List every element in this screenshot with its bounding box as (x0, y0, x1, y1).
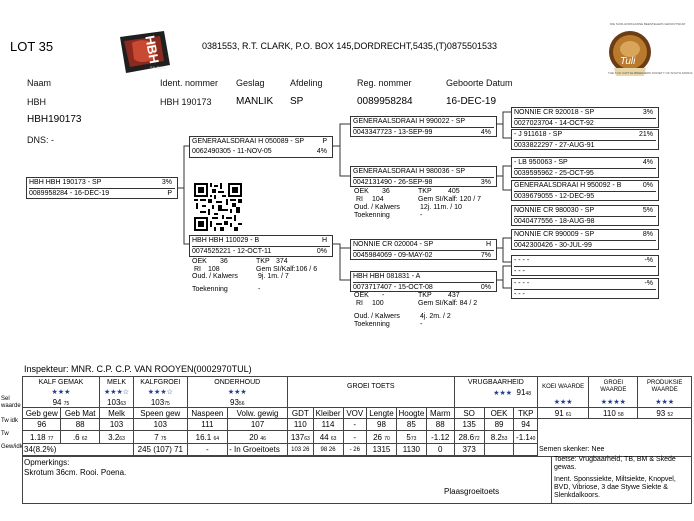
pedigree-dam-sire: NONNIE CR 020004 - SP H 0045984069 - 09-MAY-02 7% (350, 239, 497, 260)
grp-kalf-gemak: KALF GEMAK (23, 377, 100, 388)
col-naspeen: Naspeen (187, 408, 228, 419)
evaluation-table (22, 376, 692, 456)
animal-full-name: HBH190173 (27, 114, 82, 125)
val-reg: 0089958284 (357, 96, 413, 107)
val-produksie: 93 52 (638, 408, 692, 419)
remarks-text: Skrotum 36cm. Rooi. Poena. (24, 468, 127, 477)
col-so: SO (454, 408, 484, 419)
pedigree-sire-dam: GENERAALSDRAAI H 980036 - SP 0042131490 - 26-SEP-98 3% (350, 166, 497, 187)
toetse: Toetse: Vrugbaarheid, TB, BM & Skede gewas. (554, 456, 676, 471)
val-kalfgroei: 10375 (134, 397, 187, 408)
stars-groei: ★★★★ (589, 397, 638, 408)
col-gdt: GDT (287, 408, 313, 419)
grp-vrugbaarheid: VRUGBAARHEID (454, 377, 537, 388)
vrug-value: ★★★ 9148 (454, 387, 537, 397)
col-melk: Melk (99, 408, 133, 419)
col-marm: Marm (426, 408, 454, 419)
col-kleiber: Kleiber (313, 408, 343, 419)
col-oek: OEK (484, 408, 514, 419)
dam-dam-performance: OEK - TKP 437 RI 100 Gem SI/Kalf: 84 / 2 Oud. / Kalwers 4j. 2m. / 2 Toekenning - (354, 292, 478, 328)
row-label-idk: Tw idk (1, 418, 19, 424)
pedigree-dam: HBH HBH 110029 - B H 0074525221 - 12-OCT-11 0% (189, 235, 333, 257)
grp-produksie: PRODUKSIE WAARDE (638, 377, 692, 398)
remarks-label: Opmerkings: (24, 458, 70, 467)
tuli-logo: DIE SUID-AFRIKAANSE BEESTELERS GENOOTSKAP Tuli THE TULI CATTLE BREEDERS SOCIETY OF SOUTH AFRICA (608, 22, 693, 75)
idk-row: 96 88 103 103 111 107 110 114 - 98 85 88 135 89 94 (23, 419, 692, 431)
pedigree-g4-6: NONNIE CR 990009 - SP 8% 0042300426 - 30-JUL-99 (511, 229, 659, 250)
row-label-tw: Tw (1, 431, 9, 437)
col-speen-gew: Speen gew (134, 408, 187, 419)
col-lengte: Lengte (367, 408, 397, 419)
pedigree-g4-4: GENERAALSDRAAI H 950092 - B 0% 0039679055 - 12-DEC-95 (511, 180, 659, 201)
pedigree-g4-5: NONNIE CR 980030 - SP 5% 0040477556 - 18-AUG-98 (511, 205, 659, 226)
column-headers (23, 408, 692, 419)
val-birth: 16-DEC-19 (446, 96, 497, 107)
pedigree-dam-dam: HBH HBH 081831 - A 0073717407 - 15-OCT-08 0% (350, 271, 497, 292)
col-volw-gewig: Volw. gewig (228, 408, 288, 419)
pedigree-g4-7: - - - - -% - - - (511, 255, 659, 276)
row-label-gewidk: Gew/idk (1, 444, 23, 450)
inspector: Inspekteur: MNR. C.P. C.P. VAN ROOYEN(0002970TUL) (24, 364, 252, 374)
val-onderhoud: 9356 (187, 397, 287, 408)
col-geb-mat: Geb Mat (61, 408, 99, 419)
hdr-ident: Ident. nommer (160, 78, 219, 88)
val-ident: HBH 190173 (160, 97, 212, 107)
semen-skenker: Semen skenker: Nee (537, 444, 691, 456)
row-label-sel: Sel waarde (1, 396, 21, 409)
hdr-section: Afdeling (290, 78, 323, 88)
owner-line: 0381553, R.T. CLARK, P.O. BOX 145,DORDRECHT,5435,(T)0875501533 (202, 41, 497, 51)
hdr-sex: Geslag (236, 78, 265, 88)
stars-onderhoud: ★★★ (187, 387, 287, 397)
pedigree-g4-1: NONNIE CR 920018 - SP 3% 0027023704 - 14-OCT-92 (511, 107, 659, 128)
grp-kalfgroei: KALFGROEI (134, 377, 187, 388)
col-vov: VOV (343, 408, 367, 419)
sire-dam-performance: OEK 36 TKP 405 RI 104 Gem SI/Kalf: 120 / 7 Oud. / Kalwers 12j. 11m. / 10 Toekenning - (354, 188, 482, 219)
val-melk: 10363 (99, 397, 133, 408)
col-hoogte: Hoogte (396, 408, 426, 419)
val-sex: MANLIK (236, 96, 274, 107)
grp-groei: GROEI WAARDE (589, 377, 638, 398)
pedigree-g4-2: - J 911618 - SP 21% 0033822297 - 27-AUG-91 (511, 129, 659, 150)
val-section: SP (290, 96, 304, 107)
hdr-name: Naam (27, 78, 52, 88)
grp-groei-toets: GROEI TOETS (287, 377, 454, 408)
pedigree-g4-3: - LB 950063 - SP 4% 0039595962 - 25-OCT-95 (511, 157, 659, 178)
col-geb-gew: Geb gew (23, 408, 61, 419)
grp-melk: MELK (99, 377, 133, 388)
qr-code-icon (194, 183, 242, 231)
plaasgroeitoets: Plaasgroeitoets (444, 487, 500, 496)
hdr-reg: Reg. nommer (357, 78, 412, 88)
stars-melk: ★★★☆ (99, 387, 133, 397)
pedigree-g4-8: - - - - -% - - - (511, 278, 659, 299)
val-name: HBH (27, 97, 47, 107)
stars-koei: ★★★ (537, 397, 588, 408)
pedigree-sire: GENERAALSDRAAI H 050089 - SP P 0062490305 - 11-NOV-05 4% (189, 136, 333, 158)
stars-kalf-gemak: ★★★ (23, 387, 100, 397)
val-groei: 110 58 (589, 408, 638, 419)
val-koei: 91 61 (537, 408, 588, 419)
lot-number: LOT 35 (10, 39, 54, 54)
hdr-birth: Geboorte Datum (446, 78, 513, 88)
hbh-logo: HBH SA·SUID (114, 29, 174, 75)
inenting: Inent. Sponssiekte, Miltsiekte, Knopvel, BVD, Vibriose, 3 dae Stywe Siekte & Slenkdalkoors. (554, 476, 676, 499)
tw-row: 1.18 77 .6 62 3.263 7 75 16.1 64 20 46 13763 44 63 - 26 70 573 -1.12 28.672 8.253 -1.140 (23, 431, 692, 444)
dam-performance: OEK 36 TKP 374 RI 108 Gem SI/Kalf:106 / 6 Oud. / Kalwers 9j. 1m. / 7 Toekenning - (192, 258, 318, 293)
stars-produksie: ★★★ (638, 397, 692, 408)
pedigree-subject: HBH HBH 190173 - SP 3% 0089958284 - 16-DEC-19 P (26, 177, 178, 199)
pedigree-sire-sire: GENERAALSDRAAI H 990022 - SP 0043347723 - 13-SEP-99 4% (350, 116, 497, 137)
val-kalf-gemak: 94 75 (23, 397, 100, 408)
stars-kalfgroei: ★★★☆ (134, 387, 187, 397)
col-tkp: TKP (514, 408, 538, 419)
grp-koei: KOEI WAARDE (537, 377, 588, 398)
gew-row: 34(8.2%) 245 (107) 71 - - In Groeitoets 103 26 98 26 - 26 1315 1130 0 373 Semen skenker: Nee (23, 444, 692, 456)
dns: DNS: - (27, 135, 54, 145)
grp-onderhoud: ONDERHOUD (187, 377, 287, 388)
